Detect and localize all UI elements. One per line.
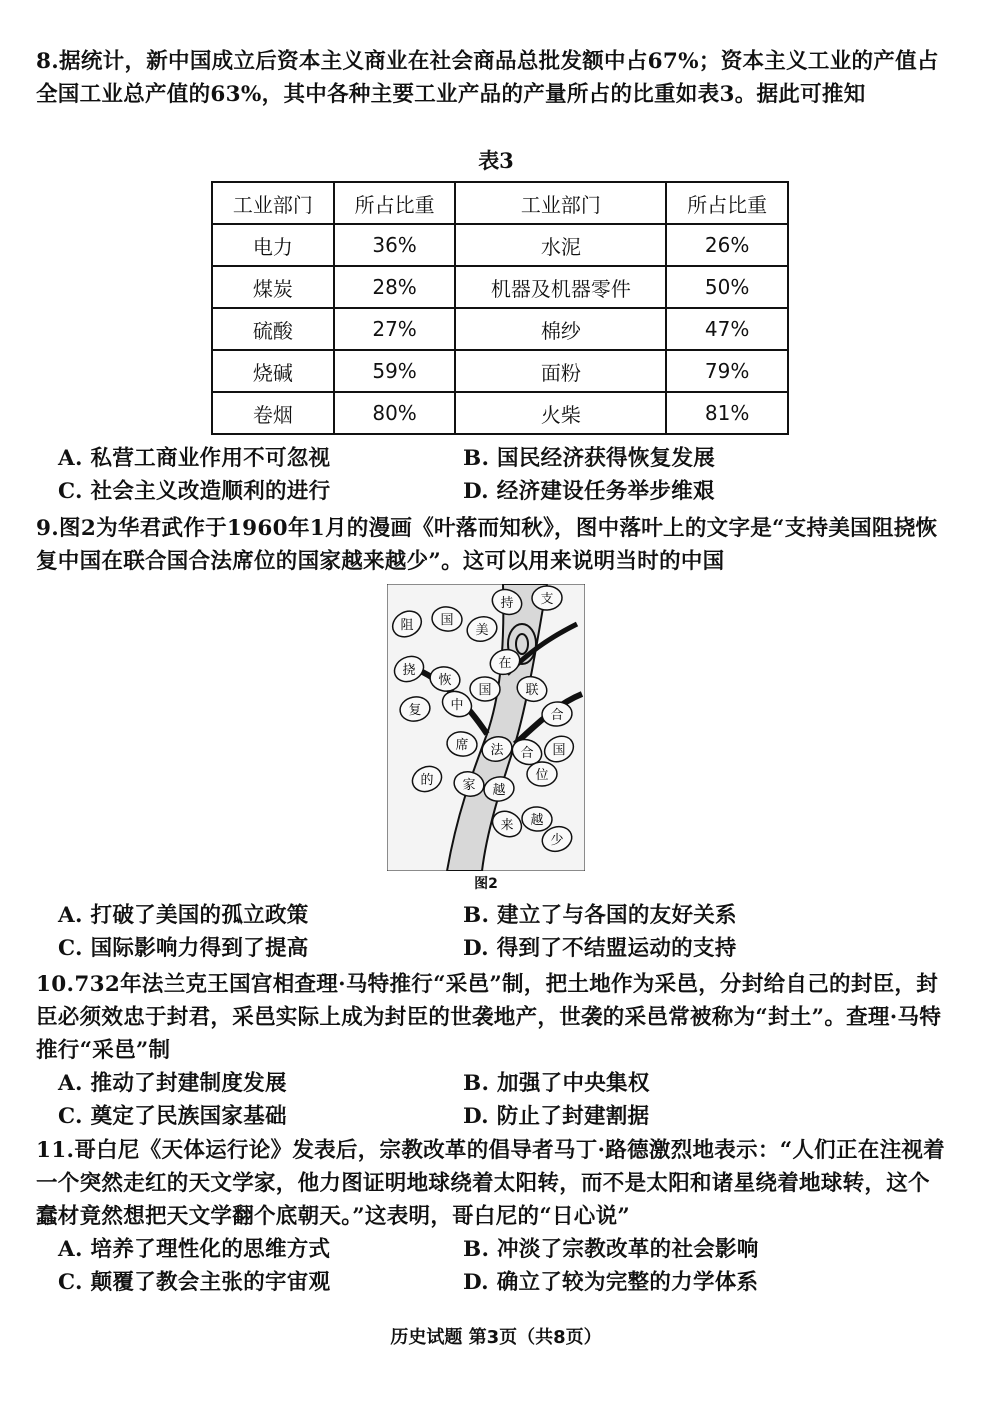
question-text: 732年法兰克王国宫相查理·马特推行“采邑”制，把土地作为采邑，分封给自己的封臣，封臣必须效忠于封君，采邑实际上成为封臣的世袭地产，世袭的采邑常被称为“封土”。查理·马特推行“采邑”制 [36, 972, 942, 1063]
question-10-stem [36, 968, 951, 1067]
table-cell: 28% [334, 266, 456, 308]
option-a[interactable]: A. 推动了封建制度发展 [58, 1071, 287, 1096]
option-a[interactable]: A. 私营工商业作用不可忽视 [58, 446, 331, 471]
leaf-character: 的 [420, 773, 434, 788]
table-cell: 棉纱 [455, 308, 666, 350]
leaf-character: 国 [478, 683, 492, 698]
option-c[interactable]: C. 颠覆了教会主张的宇宙观 [58, 1270, 331, 1295]
leaf-character: 挠 [402, 663, 416, 678]
table-cell: 烧碱 [212, 350, 334, 392]
question-number: 9. [36, 516, 60, 541]
table-row [212, 350, 788, 392]
option-b[interactable]: B. 加强了中央集权 [463, 1071, 650, 1096]
option-c[interactable]: C. 奠定了民族国家基础 [58, 1104, 287, 1129]
table-cell: 50% [666, 266, 788, 308]
leaf-character: 复 [408, 703, 422, 718]
table-3 [211, 181, 789, 435]
table-cell: 面粉 [455, 350, 666, 392]
cartoon-figure [387, 584, 585, 871]
table-cell: 80% [334, 392, 456, 434]
question-11-stem [36, 1134, 951, 1233]
leaf [532, 585, 563, 610]
option-a[interactable]: A. 培养了理性化的思维方式 [58, 1237, 331, 1262]
table-cell: 26% [666, 224, 788, 266]
leaf-character: 支 [540, 592, 554, 607]
leaf-character: 家 [462, 778, 476, 793]
option-b[interactable]: B. 建立了与各国的友好关系 [463, 903, 737, 928]
question-9-stem [36, 512, 951, 578]
question-text: 哥白尼《天体运行论》发表后，宗教改革的倡导者马丁·路德激烈地表示：“人们正在注视着一个突然走红的天文学家，他力图证明地球绕着太阳转，而不是太阳和诸星绕着地球转，这个蠢材竟然想把天文学翻个底朝天。”这表明，哥白尼的“日心说” [36, 1138, 945, 1229]
option-d[interactable]: D. 经济建设任务举步维艰 [463, 479, 715, 504]
table-cell: 59% [334, 350, 456, 392]
figure-caption: 图2 [474, 876, 498, 892]
question-8-stem [36, 45, 951, 111]
table-cell: 27% [334, 308, 456, 350]
option-b[interactable]: B. 冲淡了宗教改革的社会影响 [463, 1237, 759, 1262]
question-9 [36, 512, 951, 578]
table-header-row [212, 182, 788, 224]
leaf-character: 中 [450, 698, 464, 713]
leaf-character: 越 [492, 783, 506, 798]
table-header: 工业部门 [455, 182, 666, 224]
leaf-character: 越 [530, 813, 544, 828]
leaf [527, 762, 557, 787]
option-d[interactable]: D. 得到了不结盟运动的支持 [463, 936, 737, 961]
leaf-character: 位 [535, 768, 549, 783]
option-c[interactable]: C. 社会主义改造顺利的进行 [58, 479, 331, 504]
table-row [212, 224, 788, 266]
table-cell: 36% [334, 224, 456, 266]
option-c[interactable]: C. 国际影响力得到了提高 [58, 936, 309, 961]
leaf-character: 法 [490, 743, 504, 758]
question-text: 据统计，新中国成立后资本主义商业在社会商品总批发额中占67%；资本主义工业的产值占全国工业总产值的63%，其中各种主要工业产品的产量所占的比重如表3。据此可推知 [36, 49, 939, 107]
table-row [212, 266, 788, 308]
table-cell: 81% [666, 392, 788, 434]
leaf-character: 持 [500, 596, 514, 611]
leaf-character: 联 [525, 683, 539, 698]
table-cell: 电力 [212, 224, 334, 266]
table-header: 工业部门 [212, 182, 334, 224]
table-cell: 机器及机器零件 [455, 266, 666, 308]
leaf-character: 在 [498, 656, 512, 671]
table-row [212, 308, 788, 350]
option-d[interactable]: D. 防止了封建割据 [463, 1104, 650, 1129]
leaf-character: 来 [500, 818, 514, 833]
table-3-title: 表3 [478, 148, 514, 173]
page-footer: 历史试题 第3页（共8页） [390, 1327, 602, 1348]
leaf-character: 美 [475, 623, 489, 638]
question-number: 8. [36, 49, 60, 74]
option-b[interactable]: B. 国民经济获得恢复发展 [463, 446, 716, 471]
table-cell: 47% [666, 308, 788, 350]
leaf-character: 国 [440, 613, 454, 628]
leaf-character: 合 [550, 708, 564, 723]
leaf-character: 阻 [400, 618, 414, 633]
leaf-character: 席 [455, 738, 469, 753]
option-a[interactable]: A. 打破了美国的孤立政策 [58, 903, 309, 928]
question-8-options [36, 442, 951, 508]
question-text: 图2为华君武作于1960年1月的漫画《叶落而知秋》，图中落叶上的文字是“支持美国阻挠恢复中国在联合国合法席位的国家越来越少”。这可以用来说明当时的中国 [36, 516, 938, 574]
table-cell: 硫酸 [212, 308, 334, 350]
question-9-options [36, 899, 951, 965]
leaf-character: 恢 [438, 673, 452, 688]
question-8 [36, 45, 951, 111]
leaf-character: 少 [550, 833, 564, 848]
leaf-character: 合 [520, 746, 534, 761]
table-cell: 水泥 [455, 224, 666, 266]
leaf [469, 676, 500, 702]
table-cell: 卷烟 [212, 392, 334, 434]
question-11 [36, 1134, 951, 1299]
table-row [212, 392, 788, 434]
option-d[interactable]: D. 确立了较为完整的力学体系 [463, 1270, 759, 1295]
table-cell: 煤炭 [212, 266, 334, 308]
table-header: 所占比重 [334, 182, 456, 224]
question-10 [36, 968, 951, 1133]
question-number: 11. [36, 1138, 75, 1163]
leaf-character: 国 [552, 743, 566, 758]
table-cell: 火柴 [455, 392, 666, 434]
question-number: 10. [36, 972, 75, 997]
table-header: 所占比重 [666, 182, 788, 224]
table-cell: 79% [666, 350, 788, 392]
